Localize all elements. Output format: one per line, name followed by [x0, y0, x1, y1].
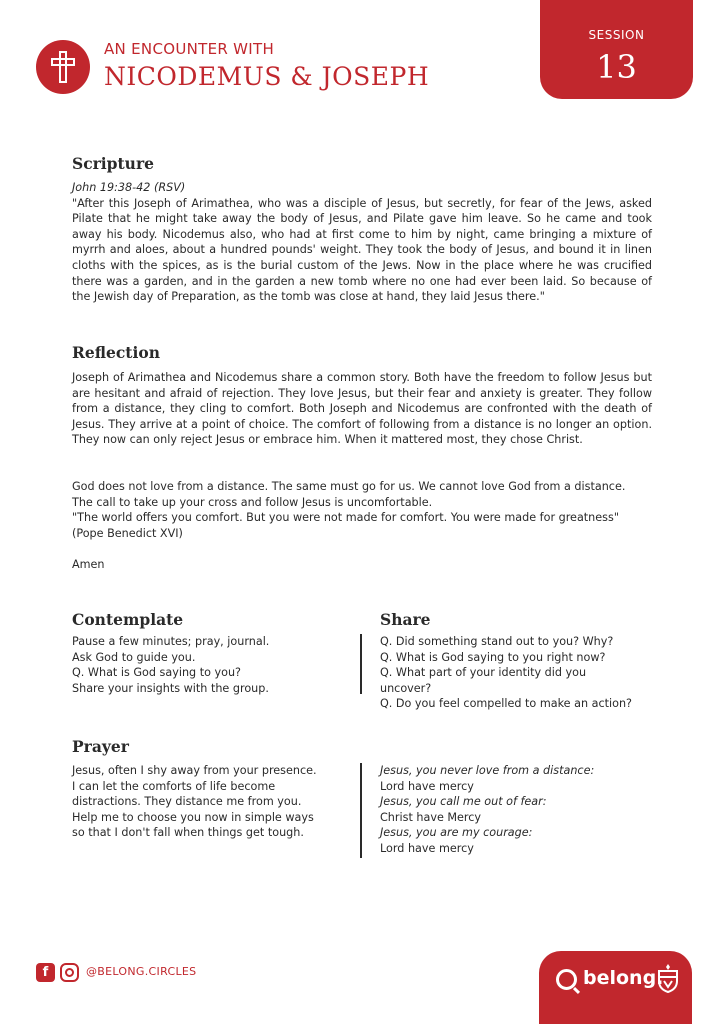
reflection-heading: Reflection	[72, 343, 160, 362]
share-list	[380, 634, 632, 712]
share-line: uncover?	[380, 681, 432, 695]
reflection-paragraph-2	[72, 479, 625, 541]
brand-name: belong.	[583, 967, 664, 989]
cross-logo	[36, 40, 90, 94]
page-title: NICODEMUS & JOSEPH	[104, 62, 430, 91]
litany-call: Jesus, you call me out of fear:	[380, 795, 547, 809]
cross-icon	[50, 51, 76, 83]
prayer-line: so that I don't fall when things get tough.	[72, 826, 304, 840]
instagram-icon[interactable]	[60, 963, 79, 982]
social-handle[interactable]: @BELONG.CIRCLES	[86, 965, 197, 978]
share-line: Q. What is God saying to you right now?	[380, 650, 606, 664]
crest-icon	[657, 963, 679, 993]
reflection-line: God does not love from a distance. The same must go for us. We cannot love God from a distance.	[72, 480, 626, 493]
prayer-line: I can let the comforts of life become	[72, 779, 276, 793]
contemplate-heading: Contemplate	[72, 610, 184, 629]
litany-response: Lord have mercy	[380, 779, 474, 793]
scripture-heading: Scripture	[72, 154, 154, 173]
session-label: SESSION	[588, 28, 645, 42]
contemplate-line: Ask God to guide you.	[72, 650, 196, 664]
reflection-line: The call to take up your cross and follow Jesus is uncomfortable.	[72, 495, 433, 509]
brand-badge	[539, 951, 692, 1024]
litany-response: Christ have Mercy	[380, 810, 482, 824]
prayer-line: Jesus, often I shy away from your presence.	[72, 764, 317, 777]
scripture-text: "After this Joseph of Arimathea, who was a disciple of Jesus, but secretly, for fear of the Jews, asked Pilate that he might take away the body of Jesus, and Pilate gave him leave. So he came and took away his body. Nicodemus also, who had at first come to him by night, came bringing a mixture of myrrh and aloes, about a hundred pounds' weight. They took the body of Jesus, and bound it in linen cloths with the spices, as is the burial custom of the Jews. Now in the place where he was crucified there was a garden, and in the garden a new tomb where no one had ever been laid. So because of the Jewish day of Preparation, as the tomb was close at hand, they laid Jesus there."	[72, 196, 652, 304]
litany-response: Lord have mercy	[380, 841, 474, 855]
prayer-text	[72, 763, 317, 841]
share-divider	[360, 634, 362, 694]
prayer-line: distractions. They distance me from you.	[72, 795, 302, 809]
prayer-litany	[380, 763, 594, 857]
reflection-closing: Amen	[72, 558, 105, 571]
share-line: Q. What part of your identity did you	[380, 666, 587, 680]
prayer-heading: Prayer	[72, 737, 129, 756]
prayer-line: Help me to choose you now in simple ways	[72, 810, 314, 824]
reflection-quote: "The world offers you comfort. But you were not made for comfort. You were made for greatness"	[72, 511, 619, 525]
header-subtitle: AN ENCOUNTER WITH	[104, 40, 275, 58]
reflection-paragraph-1: Joseph of Arimathea and Nicodemus share a common story. Both have the freedom to follow Jesus but are hesitant and afraid of rejection. They love Jesus, but their fear and anxiety is greater. They follow from a distance, they cling to comfort. Both Joseph and Nicodemus are confronted with the death of Jesus. They arrive at a point of choice. The comfort of following from a distance is no longer an option. They now can only reject Jesus or embrace him. When it mattered most, they chose Christ.	[72, 371, 652, 447]
contemplate-line: Pause a few minutes; pray, journal.	[72, 635, 270, 648]
litany-call: Jesus, you are my courage:	[380, 826, 533, 840]
facebook-icon[interactable]: f	[36, 963, 55, 982]
litany-call: Jesus, you never love from a distance:	[380, 764, 595, 777]
share-heading: Share	[380, 610, 431, 629]
scripture-block	[72, 180, 652, 305]
reflection-quote-author: (Pope Benedict XVI)	[72, 526, 183, 540]
share-line: Q. Do you feel compelled to make an action?	[380, 697, 632, 711]
session-number: 13	[596, 48, 637, 86]
share-line: Q. Did something stand out to you? Why?	[380, 635, 614, 648]
contemplate-list	[72, 634, 269, 696]
scripture-reference: John 19:38-42 (RSV)	[72, 181, 186, 194]
contemplate-line: Share your insights with the group.	[72, 681, 269, 695]
session-badge	[540, 0, 693, 99]
belong-logo-icon	[556, 969, 577, 990]
contemplate-line: Q. What is God saying to you?	[72, 666, 241, 680]
prayer-divider	[360, 763, 362, 858]
